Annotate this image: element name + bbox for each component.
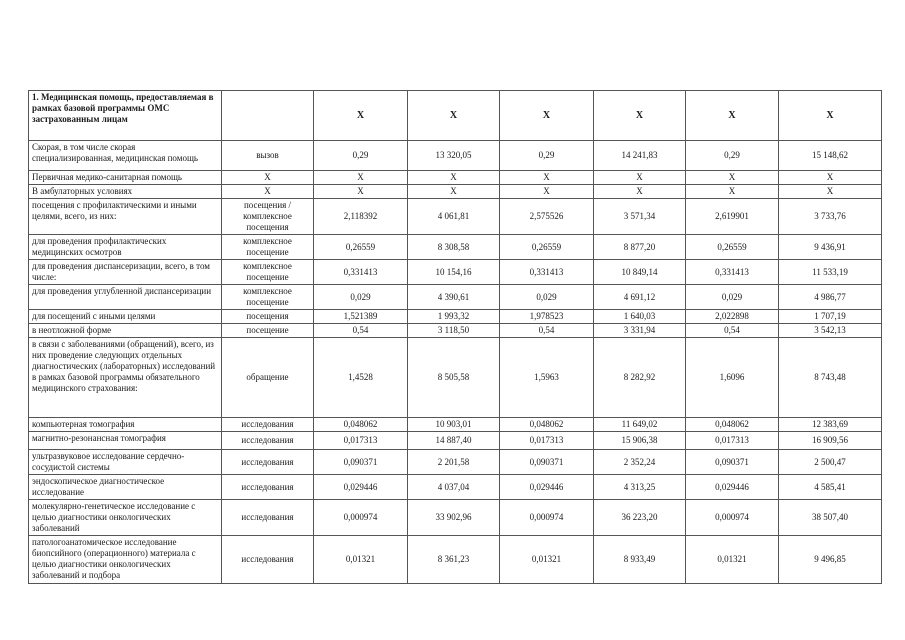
value-cell: 4 691,12 xyxy=(594,285,686,310)
value-cell: 8 933,49 xyxy=(594,536,686,584)
value-cell: 2,619901 xyxy=(686,199,779,235)
unit-cell: исследования xyxy=(222,432,314,450)
value-cell: 2 352,24 xyxy=(594,450,686,475)
value-cell: 11 533,19 xyxy=(779,260,882,285)
row-label: компьютерная томография xyxy=(29,418,222,432)
value-cell: 0,331413 xyxy=(686,260,779,285)
value-cell: 0,029446 xyxy=(686,475,779,500)
row-label: посещения с профилактическими и иными целями, всего, из них: xyxy=(29,199,222,235)
value-cell: X xyxy=(408,171,500,185)
value-cell: 0,54 xyxy=(686,324,779,338)
row-label: Скорая, в том числе скорая специализированная, медицинская помощь xyxy=(29,141,222,171)
value-cell: X xyxy=(314,185,408,199)
value-cell: 33 902,96 xyxy=(408,500,500,536)
header-row xyxy=(29,91,882,141)
unit-cell: комплексное посещение xyxy=(222,260,314,285)
value-cell: 4 061,81 xyxy=(408,199,500,235)
value-cell: 15 906,38 xyxy=(594,432,686,450)
value-cell: 0,26559 xyxy=(314,235,408,260)
value-cell: 1,6096 xyxy=(686,338,779,418)
value-cell: 0,01321 xyxy=(314,536,408,584)
value-cell: 4 585,41 xyxy=(779,475,882,500)
value-cell: X xyxy=(500,91,594,141)
table-row xyxy=(29,185,882,199)
value-cell: 0,000974 xyxy=(686,500,779,536)
value-cell: 0,090371 xyxy=(686,450,779,475)
value-cell: 0,017313 xyxy=(686,432,779,450)
value-cell: 9 496,85 xyxy=(779,536,882,584)
value-cell: 4 390,61 xyxy=(408,285,500,310)
value-cell: 10 154,16 xyxy=(408,260,500,285)
table-row xyxy=(29,338,882,418)
value-cell: 0,29 xyxy=(686,141,779,171)
table-row xyxy=(29,324,882,338)
value-cell: 4 313,25 xyxy=(594,475,686,500)
value-cell: X xyxy=(779,91,882,141)
value-cell: 9 436,91 xyxy=(779,235,882,260)
row-label: для проведения диспансеризации, всего, в том числе: xyxy=(29,260,222,285)
value-cell: 10 849,14 xyxy=(594,260,686,285)
unit-cell: комплексное посещение xyxy=(222,285,314,310)
value-cell: 0,29 xyxy=(314,141,408,171)
value-cell: 1,5963 xyxy=(500,338,594,418)
value-cell: X xyxy=(686,171,779,185)
value-cell: 3 331,94 xyxy=(594,324,686,338)
row-label: в связи с заболеваниями (обращений), всего, из них проведение следующих отдельных диагностических (лабораторных) исследований в рамках базовой программы обязательного медицинского страхования: xyxy=(29,338,222,418)
value-cell: 0,048062 xyxy=(314,418,408,432)
value-cell: 1 640,03 xyxy=(594,310,686,324)
row-label: в неотложной форме xyxy=(29,324,222,338)
value-cell: 0,26559 xyxy=(500,235,594,260)
value-cell: 0,54 xyxy=(500,324,594,338)
value-cell: X xyxy=(314,91,408,141)
value-cell: 0,017313 xyxy=(314,432,408,450)
value-cell: X xyxy=(594,185,686,199)
value-cell: 8 743,48 xyxy=(779,338,882,418)
medical-care-table xyxy=(28,90,882,584)
row-label: эндоскопическое диагностическое исследование xyxy=(29,475,222,500)
value-cell: 0,000974 xyxy=(500,500,594,536)
value-cell: 0,000974 xyxy=(314,500,408,536)
value-cell: 0,331413 xyxy=(500,260,594,285)
value-cell: 0,01321 xyxy=(686,536,779,584)
value-cell: 0,017313 xyxy=(500,432,594,450)
unit-cell: посещение xyxy=(222,324,314,338)
value-cell: 0,54 xyxy=(314,324,408,338)
unit-cell xyxy=(222,91,314,141)
value-cell: X xyxy=(500,185,594,199)
value-cell: 3 118,50 xyxy=(408,324,500,338)
value-cell: 8 505,58 xyxy=(408,338,500,418)
value-cell: 4 986,77 xyxy=(779,285,882,310)
unit-cell: исследования xyxy=(222,536,314,584)
value-cell: X xyxy=(500,171,594,185)
value-cell: 8 308,58 xyxy=(408,235,500,260)
value-cell: 8 361,23 xyxy=(408,536,500,584)
unit-cell: исследования xyxy=(222,500,314,536)
table-row xyxy=(29,418,882,432)
value-cell: X xyxy=(594,171,686,185)
value-cell: 0,029 xyxy=(686,285,779,310)
unit-cell: комплексное посещение xyxy=(222,235,314,260)
value-cell: 16 909,56 xyxy=(779,432,882,450)
unit-cell: исследования xyxy=(222,475,314,500)
value-cell: 2,022898 xyxy=(686,310,779,324)
value-cell: 1,4528 xyxy=(314,338,408,418)
unit-cell: X xyxy=(222,185,314,199)
row-label: патологоанатомическое исследование биопсийного (операционного) материала с целью диагностики онкологических заболеваний и подбора xyxy=(29,536,222,584)
value-cell: 0,090371 xyxy=(314,450,408,475)
value-cell: 0,029 xyxy=(314,285,408,310)
table-row xyxy=(29,285,882,310)
table-row xyxy=(29,432,882,450)
row-label: для проведения профилактических медицинских осмотров xyxy=(29,235,222,260)
table-row xyxy=(29,171,882,185)
table-row xyxy=(29,310,882,324)
table-row xyxy=(29,536,882,584)
value-cell: 14 241,83 xyxy=(594,141,686,171)
table-row xyxy=(29,450,882,475)
value-cell: 1 993,32 xyxy=(408,310,500,324)
unit-cell: исследования xyxy=(222,450,314,475)
value-cell: 0,048062 xyxy=(686,418,779,432)
value-cell: 12 383,69 xyxy=(779,418,882,432)
unit-cell: посещения xyxy=(222,310,314,324)
value-cell: X xyxy=(686,185,779,199)
value-cell: 0,29 xyxy=(500,141,594,171)
value-cell: X xyxy=(594,91,686,141)
table-row xyxy=(29,260,882,285)
value-cell: 4 037,04 xyxy=(408,475,500,500)
value-cell: 3 571,34 xyxy=(594,199,686,235)
value-cell: 15 148,62 xyxy=(779,141,882,171)
value-cell: 0,26559 xyxy=(686,235,779,260)
table-row xyxy=(29,141,882,171)
table-row xyxy=(29,500,882,536)
value-cell: 2,575526 xyxy=(500,199,594,235)
value-cell: 0,048062 xyxy=(500,418,594,432)
value-cell: X xyxy=(686,91,779,141)
value-cell: 0,029446 xyxy=(500,475,594,500)
value-cell: 0,01321 xyxy=(500,536,594,584)
table-row xyxy=(29,475,882,500)
row-label: молекулярно-генетическое исследование с целью диагностики онкологических заболеваний xyxy=(29,500,222,536)
table-row xyxy=(29,235,882,260)
value-cell: 1,521389 xyxy=(314,310,408,324)
unit-cell: обращение xyxy=(222,338,314,418)
value-cell: 8 877,20 xyxy=(594,235,686,260)
value-cell: 0,090371 xyxy=(500,450,594,475)
value-cell: 1,978523 xyxy=(500,310,594,324)
value-cell: X xyxy=(779,171,882,185)
value-cell: X xyxy=(408,185,500,199)
value-cell: 0,331413 xyxy=(314,260,408,285)
row-label: магнитно-резонансная томография xyxy=(29,432,222,450)
row-label: ультразвуковое исследование сердечно-сосудистой системы xyxy=(29,450,222,475)
value-cell: 10 903,01 xyxy=(408,418,500,432)
value-cell: 3 733,76 xyxy=(779,199,882,235)
value-cell: X xyxy=(408,91,500,141)
value-cell: 2 500,47 xyxy=(779,450,882,475)
unit-cell: посещения / комплексное посещения xyxy=(222,199,314,235)
value-cell: X xyxy=(779,185,882,199)
unit-cell: исследования xyxy=(222,418,314,432)
value-cell: 0,029 xyxy=(500,285,594,310)
value-cell: 1 707,19 xyxy=(779,310,882,324)
unit-cell: X xyxy=(222,171,314,185)
value-cell: 14 887,40 xyxy=(408,432,500,450)
value-cell: 2 201,58 xyxy=(408,450,500,475)
value-cell: 36 223,20 xyxy=(594,500,686,536)
row-label: для проведения углубленной диспансеризации xyxy=(29,285,222,310)
value-cell: 2,118392 xyxy=(314,199,408,235)
value-cell: 11 649,02 xyxy=(594,418,686,432)
row-label: Первичная медико-санитарная помощь xyxy=(29,171,222,185)
unit-cell: вызов xyxy=(222,141,314,171)
value-cell: 38 507,40 xyxy=(779,500,882,536)
row-label: 1. Медицинская помощь, предоставляемая в рамках базовой программы ОМС застрахованным лицам xyxy=(29,91,222,141)
value-cell: 3 542,13 xyxy=(779,324,882,338)
row-label: В амбулаторных условиях xyxy=(29,185,222,199)
value-cell: X xyxy=(314,171,408,185)
value-cell: 0,029446 xyxy=(314,475,408,500)
value-cell: 8 282,92 xyxy=(594,338,686,418)
row-label: для посещений с иными целями xyxy=(29,310,222,324)
table-row xyxy=(29,199,882,235)
value-cell: 13 320,05 xyxy=(408,141,500,171)
